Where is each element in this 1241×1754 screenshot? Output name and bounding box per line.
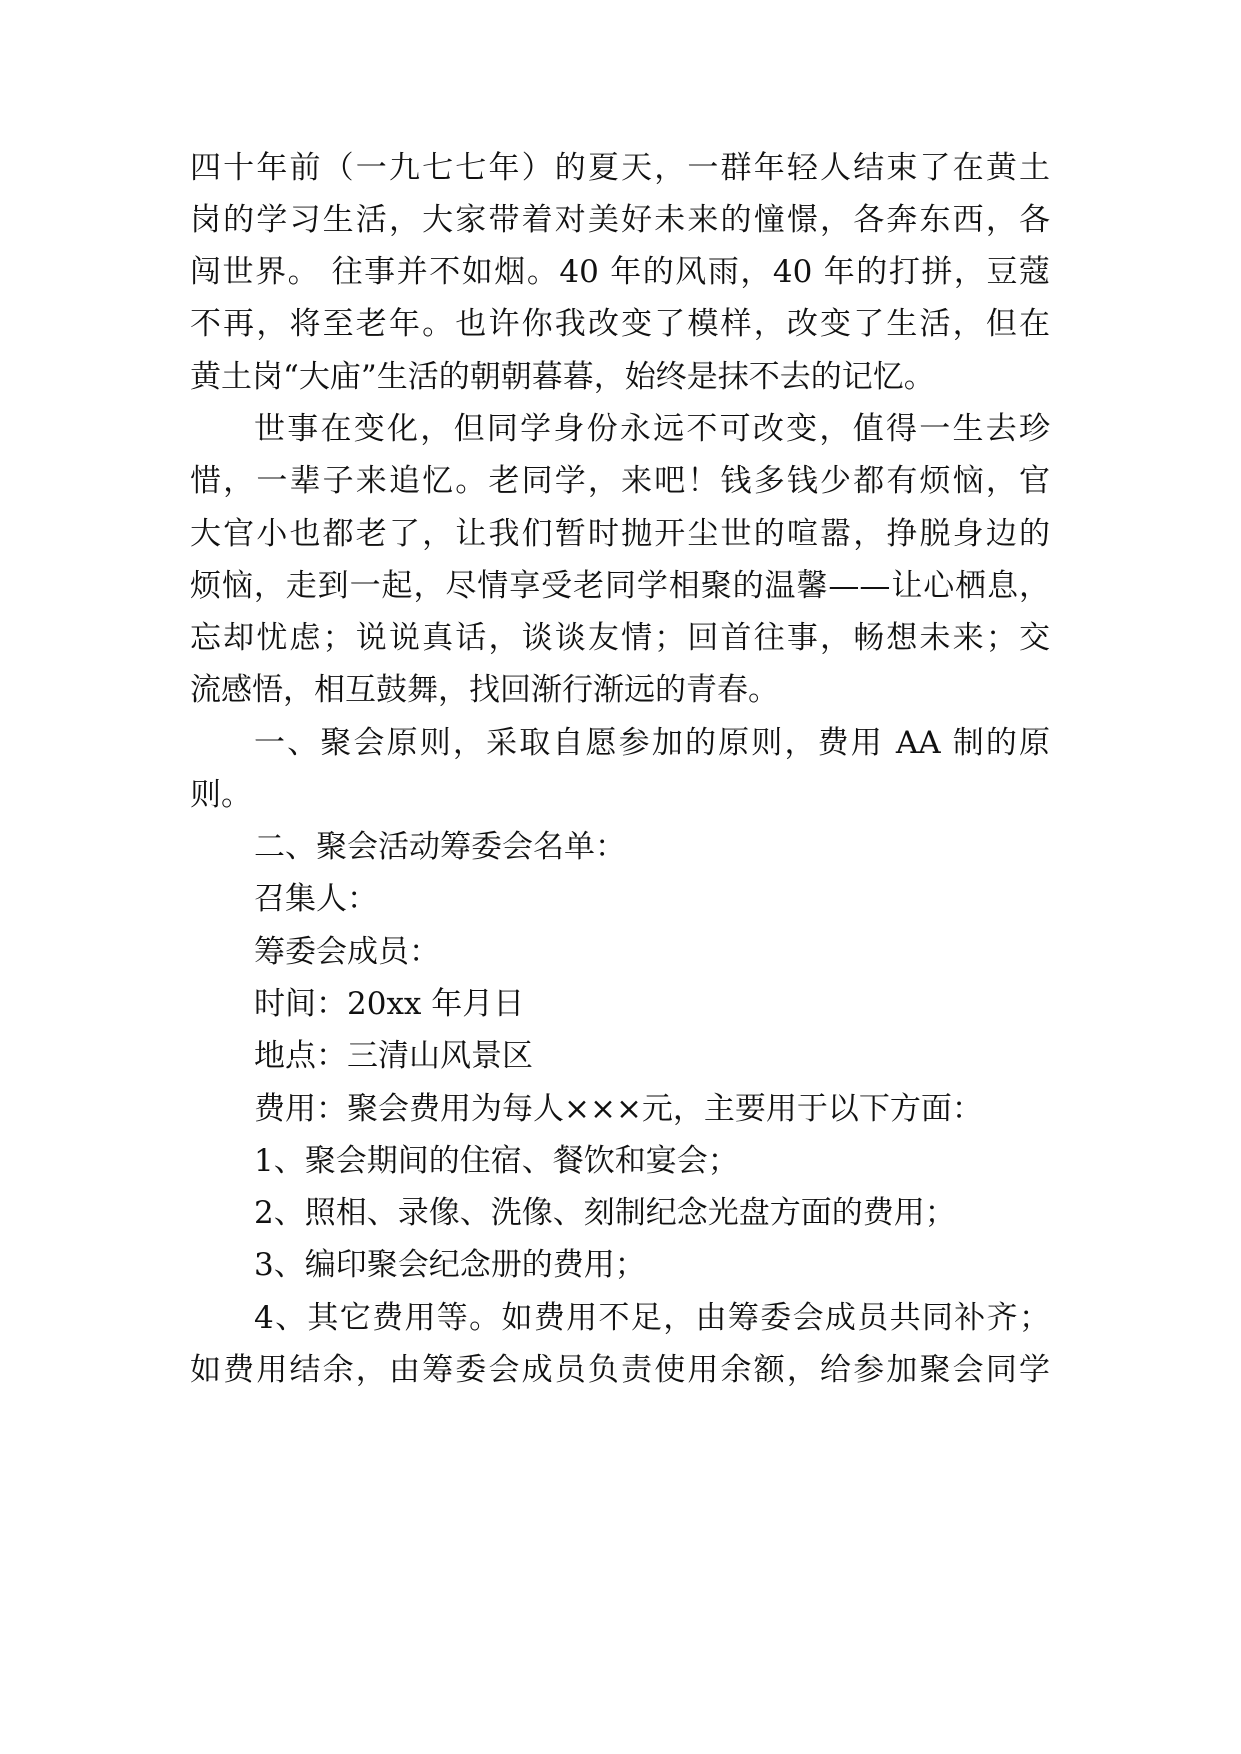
text-line: 烦恼，走到一起，尽情享受老同学相聚的温馨——让心栖息， [190, 568, 1050, 604]
text-line: 四十年前（一九七七年）的夏天，一群年轻人结束了在黄土 [190, 150, 1050, 186]
text-line: 闯世界。 往事并不如烟。40 年的风雨，40 年的打拼，豆蔻 [190, 254, 1050, 290]
list-item: 1、聚会期间的住宿、餐饮和宴会； [254, 1143, 739, 1179]
text-line: 一、聚会原则，采取自愿参加的原则，费用 AA 制的原 [254, 725, 1050, 761]
text-line: 如费用结余，由筹委会成员负责使用余额，给参加聚会同学 [190, 1352, 1050, 1388]
section-heading: 二、聚会活动筹委会名单： [254, 829, 626, 865]
text-line: 时间：20xx 年月日 [254, 986, 525, 1022]
list-item: 4、其它费用等。如费用不足，由筹委会成员共同补齐； [254, 1300, 1050, 1336]
text-line: 大官小也都老了，让我们暂时抛开尘世的喧嚣，挣脱身边的 [190, 516, 1050, 552]
text-line: 则。 [190, 777, 252, 813]
text-line: 世事在变化，但同学身份永远不可改变，值得一生去珍 [254, 411, 1050, 447]
list-item: 2、照相、录像、洗像、刻制纪念光盘方面的费用； [254, 1195, 956, 1231]
text-line: 惜，一辈子来追忆。老同学，来吧！钱多钱少都有烦恼，官 [190, 463, 1050, 499]
text-line: 筹委会成员： [254, 934, 440, 970]
text-line: 流感悟，相互鼓舞，找回渐行渐远的青春。 [190, 672, 779, 708]
text-line: 费用：聚会费用为每人×××元，主要用于以下方面： [254, 1091, 983, 1127]
text-line: 黄土岗“大庙”生活的朝朝暮暮，始终是抹不去的记忆。 [190, 359, 935, 395]
text-line: 岗的学习生活，大家带着对美好未来的憧憬，各奔东西，各 [190, 202, 1050, 238]
text-line: 地点：三清山风景区 [254, 1038, 533, 1074]
text-line: 忘却忧虑；说说真话，谈谈友情；回首往事，畅想未来；交 [190, 620, 1050, 656]
text-line: 召集人： [254, 881, 378, 917]
text-line: 不再，将至老年。也许你我改变了模样，改变了生活，但在 [190, 306, 1050, 342]
list-item: 3、编印聚会纪念册的费用； [254, 1247, 646, 1283]
